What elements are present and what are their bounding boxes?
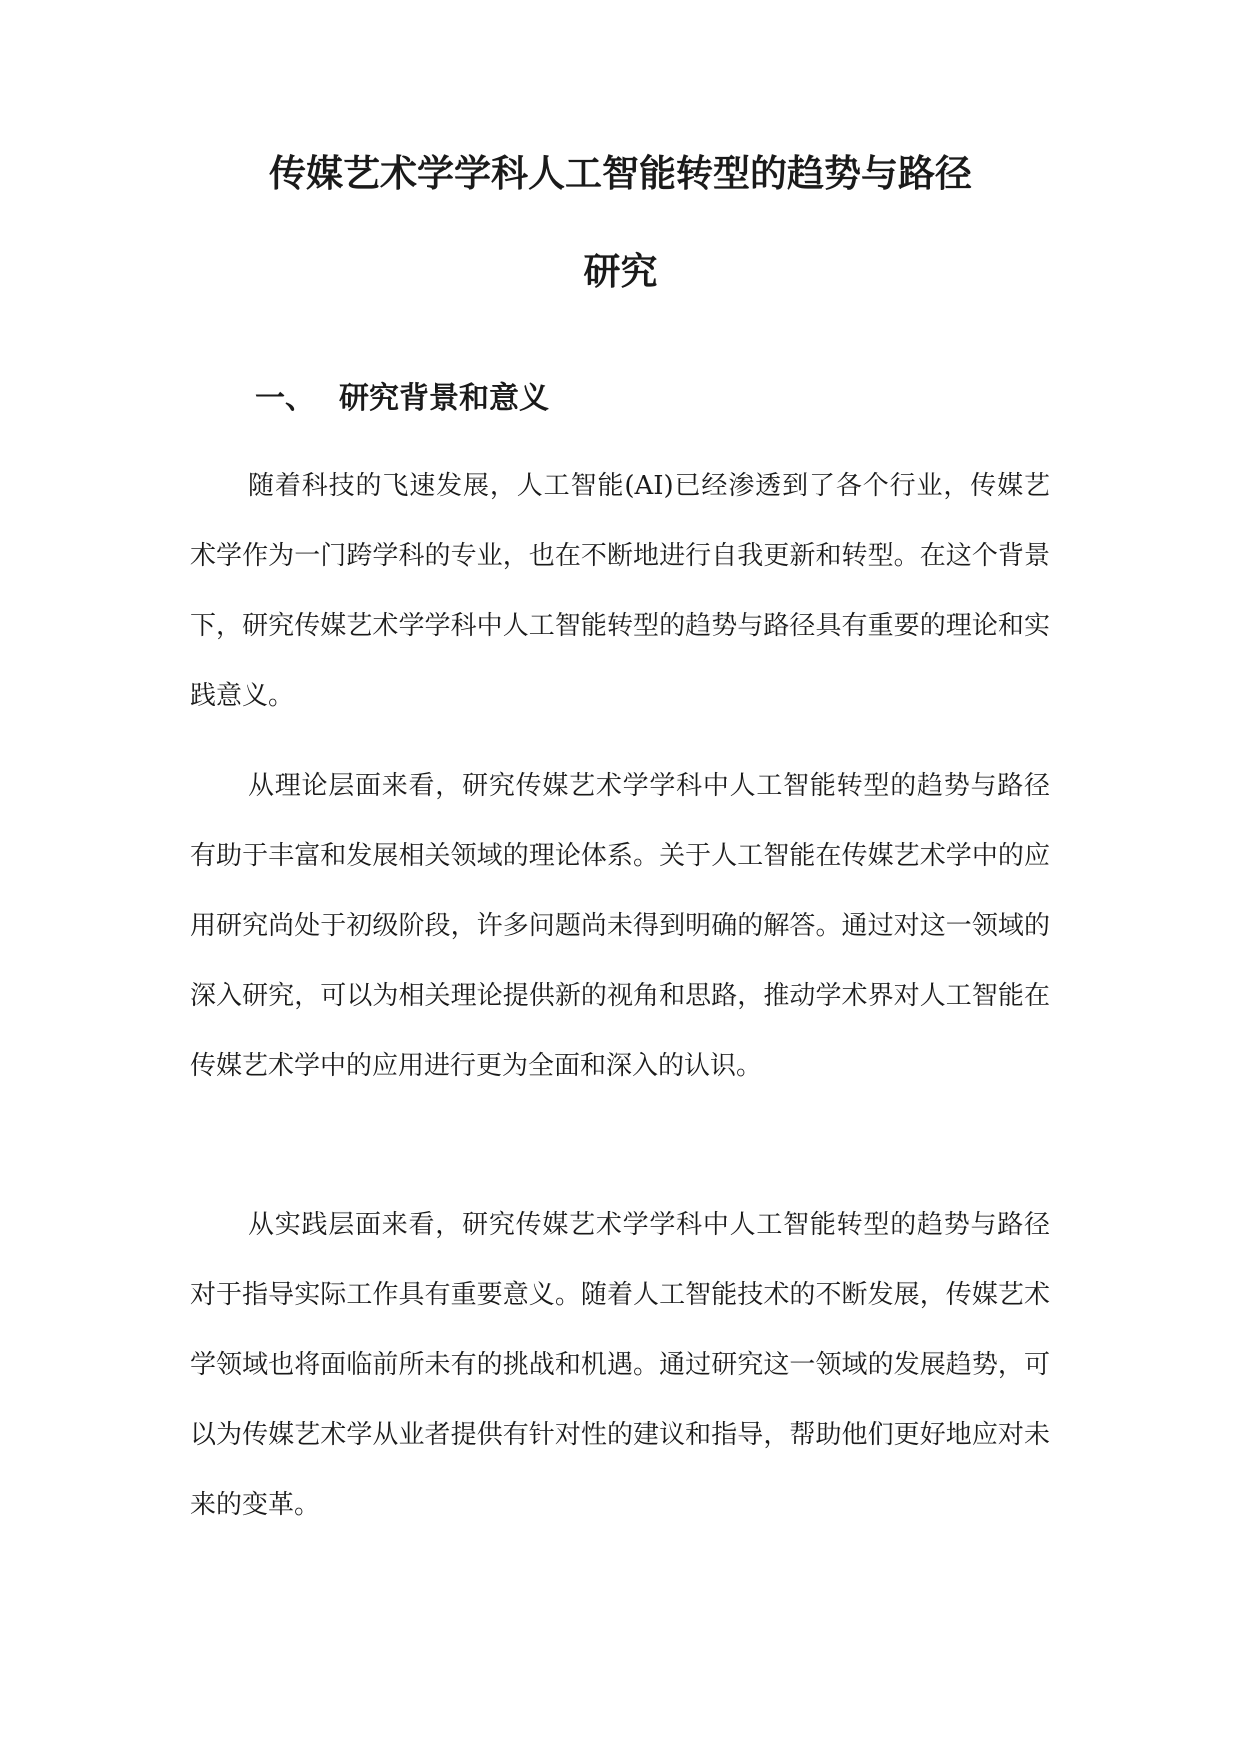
section-title: 研究背景和意义 xyxy=(339,381,549,416)
paragraph-3: 从实践层面来看，研究传媒艺术学学科中人工智能转型的趋势与路径对于指导实际工作具有重要意义。随着人工智能技术的不断发展，传媒艺术学领域也将面临前所未有的挑战和机遇。通过研究这一领域的发展趋势，可以为传媒艺术学从业者提供有针对性的建议和指导，帮助他们更好地应对未来的变革。 xyxy=(190,1210,1050,1520)
section-heading xyxy=(255,379,549,419)
document-title-line-2: 研究 xyxy=(583,250,658,293)
paragraph-2: 从理论层面来看，研究传媒艺术学学科中人工智能转型的趋势与路径有助于丰富和发展相关领域的理论体系。关于人工智能在传媒艺术学中的应用研究尚处于初级阶段，许多问题尚未得到明确的解答。通过对这一领域的深入研究，可以为相关理论提供新的视角和思路，推动学术界对人工智能在传媒艺术学中的应用进行更为全面和深入的认识。 xyxy=(190,771,1050,1081)
section-number: 一、 xyxy=(255,381,315,416)
document-title-line-1: 传媒艺术学学科人工智能转型的趋势与路径 xyxy=(269,152,972,195)
paragraph-1: 随着科技的飞速发展，人工智能(AI)已经渗透到了各个行业，传媒艺术学作为一门跨学科的专业，也在不断地进行自我更新和转型。在这个背景下，研究传媒艺术学学科中人工智能转型的趋势与路径具有重要的理论和实践意义。 xyxy=(190,471,1050,711)
